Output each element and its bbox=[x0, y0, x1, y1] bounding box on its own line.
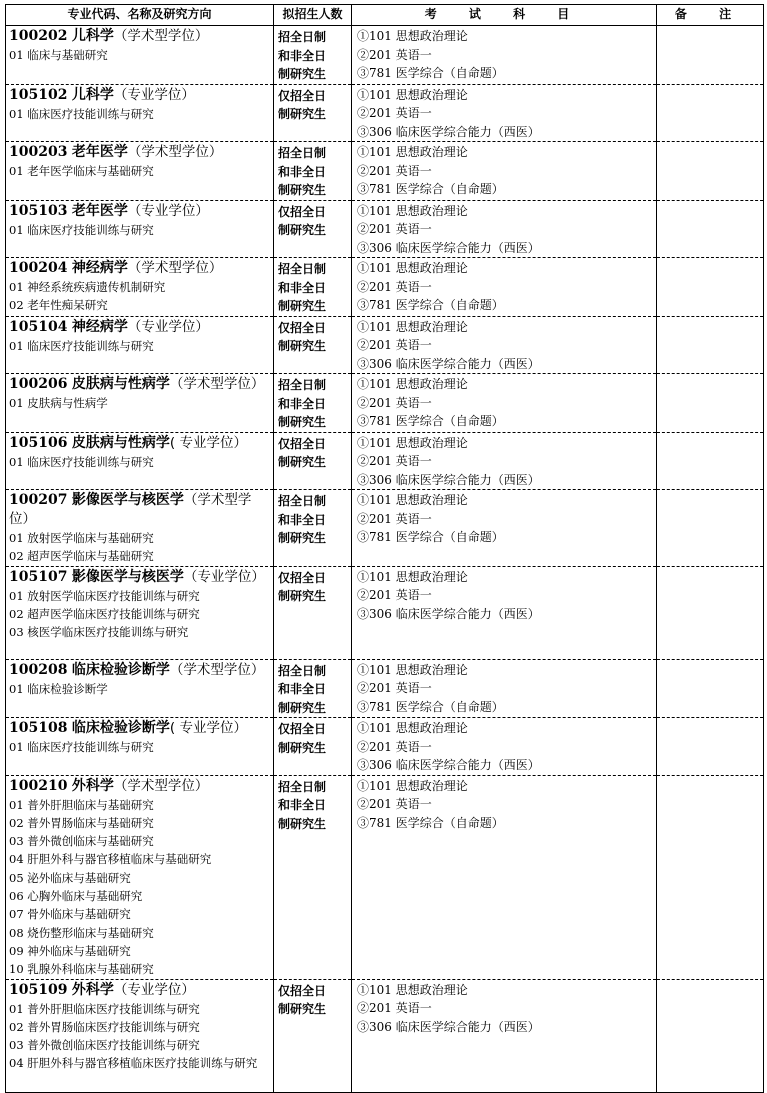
major-name: 老年医学 bbox=[71, 144, 128, 160]
exam-subject: ②201 英语一 bbox=[357, 1001, 432, 1016]
table-row bbox=[6, 142, 764, 201]
enrollment-mode bbox=[274, 567, 351, 606]
exam-subject: ③306 临床医学综合能力（西医） bbox=[357, 240, 540, 255]
table-row bbox=[6, 490, 764, 567]
research-direction: 02 超声医学临床医疗技能训练与研究 bbox=[9, 606, 200, 621]
exam-subject: ②201 英语一 bbox=[357, 106, 432, 120]
notes-cell bbox=[657, 258, 764, 317]
enrollment-line: 仅招全日 bbox=[278, 570, 327, 585]
research-direction: 10 乳腺外科临床与基础研究 bbox=[9, 962, 154, 977]
major-code: 100203 bbox=[9, 144, 68, 160]
exam-subject: ①101 思想政治理论 bbox=[357, 569, 468, 584]
degree-type: （学术型学位） bbox=[169, 661, 265, 678]
enrollment-line: 和非全日 bbox=[278, 512, 327, 527]
major-name: 老年医学 bbox=[71, 202, 128, 219]
degree-type: （专业学位） bbox=[113, 981, 195, 998]
exam-cell bbox=[352, 979, 657, 1092]
exam-subject: ③306 临床医学综合能力（西医） bbox=[357, 124, 540, 139]
research-direction: 01 临床医疗技能训练与研究 bbox=[9, 222, 154, 237]
exam-cell bbox=[352, 718, 657, 776]
exam-subject: ③781 医学综合（自命题） bbox=[357, 182, 504, 196]
major-title bbox=[6, 433, 273, 453]
degree-type: （学术型学位） bbox=[113, 28, 209, 44]
enrollment-line: 制研究生 bbox=[278, 415, 327, 429]
exam-subjects bbox=[352, 26, 656, 83]
major-cell bbox=[6, 374, 274, 433]
major-name: 影像医学与核医学 bbox=[71, 492, 184, 508]
enrollment-line: 仅招全日 bbox=[278, 722, 327, 737]
exam-subject: ②201 英语一 bbox=[357, 681, 432, 696]
research-direction: 04 肝胆外科与器官移植临床医疗技能训练与研究 bbox=[9, 1056, 258, 1071]
enrollment-mode bbox=[274, 433, 351, 472]
exam-subjects bbox=[352, 776, 656, 833]
degree-type: （学术型学位） bbox=[169, 376, 265, 392]
major-title bbox=[6, 660, 273, 680]
exam-subjects bbox=[352, 490, 656, 547]
exam-subject: ②201 英语一 bbox=[357, 395, 432, 410]
exam-subjects bbox=[352, 201, 656, 258]
exam-subject: ②201 英语一 bbox=[357, 739, 432, 754]
research-direction: 06 心胸外临床与基础研究 bbox=[9, 889, 143, 904]
exam-subjects bbox=[352, 142, 656, 199]
notes-cell bbox=[657, 490, 764, 567]
major-title bbox=[6, 490, 273, 529]
research-direction: 07 骨外临床与基础研究 bbox=[9, 907, 131, 922]
enrollment-line: 招全日制 bbox=[278, 494, 327, 508]
notes-cell bbox=[657, 659, 764, 718]
enrollment-line: 仅招全日 bbox=[278, 88, 327, 103]
major-name: 临床检验诊断学 bbox=[71, 720, 170, 737]
major-name: 神经病学 bbox=[71, 318, 128, 335]
exam-subject: ①101 思想政治理论 bbox=[357, 87, 468, 102]
exam-subject: ③306 临床医学综合能力（西医） bbox=[357, 356, 540, 371]
research-direction: 02 超声医学临床与基础研究 bbox=[9, 549, 154, 564]
enrollment-cell bbox=[274, 142, 352, 201]
major-code: 105103 bbox=[9, 202, 68, 219]
enrollment-cell bbox=[274, 718, 352, 776]
table-row bbox=[6, 26, 764, 85]
exam-subjects bbox=[352, 317, 656, 374]
major-code: 105107 bbox=[9, 568, 68, 585]
major-cell bbox=[6, 566, 274, 659]
exam-cell bbox=[352, 775, 657, 979]
table-row bbox=[6, 374, 764, 433]
major-name: 外科学 bbox=[71, 981, 114, 998]
admissions-table bbox=[5, 4, 764, 1093]
major-cell bbox=[6, 775, 274, 979]
major-cell bbox=[6, 718, 274, 776]
exam-subjects bbox=[352, 258, 656, 315]
exam-cell bbox=[352, 26, 657, 85]
exam-subject: ②201 英语一 bbox=[357, 588, 432, 603]
exam-subject: ①101 思想政治理论 bbox=[357, 145, 468, 159]
exam-cell bbox=[352, 142, 657, 201]
table-row bbox=[6, 432, 764, 490]
enrollment-line: 制研究生 bbox=[278, 700, 327, 715]
research-direction: 08 烧伤整形临床与基础研究 bbox=[9, 925, 154, 940]
exam-subject: ②201 英语一 bbox=[357, 797, 432, 812]
exam-subjects bbox=[352, 85, 656, 142]
table-row bbox=[6, 659, 764, 718]
enrollment-line: 招全日制 bbox=[278, 30, 327, 44]
enrollment-cell bbox=[274, 566, 352, 659]
exam-subject: ③781 医学综合（自命题） bbox=[357, 298, 504, 312]
exam-subject: ①101 思想政治理论 bbox=[357, 435, 468, 450]
research-direction: 03 普外微创临床与基础研究 bbox=[9, 834, 154, 849]
exam-subjects bbox=[352, 980, 656, 1037]
exam-cell bbox=[352, 374, 657, 433]
research-direction: 01 临床医疗技能训练与研究 bbox=[9, 106, 154, 121]
enrollment-line: 和非全日 bbox=[278, 48, 327, 63]
research-direction: 02 老年性痴呆研究 bbox=[9, 298, 108, 313]
enrollment-cell bbox=[274, 659, 352, 718]
major-cell bbox=[6, 84, 274, 142]
enrollment-line: 制研究生 bbox=[278, 299, 327, 313]
exam-subject: ③306 临床医学综合能力（西医） bbox=[357, 472, 540, 487]
degree-type: （学术型学位） bbox=[127, 144, 223, 160]
notes-cell bbox=[657, 26, 764, 85]
degree-type: （学术型学位） bbox=[127, 260, 223, 276]
exam-subject: ①101 思想政治理论 bbox=[357, 982, 468, 997]
degree-type: （专业学位） bbox=[183, 568, 265, 585]
enrollment-line: 制研究生 bbox=[278, 740, 327, 755]
major-cell bbox=[6, 200, 274, 258]
research-direction: 01 临床与基础研究 bbox=[9, 48, 108, 62]
major-title bbox=[6, 374, 273, 394]
exam-subjects bbox=[352, 433, 656, 490]
enrollment-mode bbox=[274, 980, 351, 1019]
enrollment-line: 招全日制 bbox=[278, 262, 327, 276]
header-major: 专业代码、名称及研究方向 bbox=[6, 5, 274, 26]
major-title bbox=[6, 258, 273, 278]
degree-type: （学术型学位） bbox=[9, 492, 252, 527]
header-notes: 备 注 bbox=[657, 5, 764, 26]
exam-cell bbox=[352, 566, 657, 659]
exam-cell bbox=[352, 200, 657, 258]
enrollment-line: 制研究生 bbox=[278, 67, 327, 81]
degree-type: ( 专业学位） bbox=[169, 434, 247, 451]
exam-subject: ③781 医学综合（自命题） bbox=[357, 530, 504, 544]
research-direction: 01 神经系统疾病遗传机制研究 bbox=[9, 280, 166, 294]
exam-subjects bbox=[352, 660, 656, 717]
exam-subject: ③306 临床医学综合能力（西医） bbox=[357, 1019, 540, 1034]
exam-subjects bbox=[352, 374, 656, 431]
research-direction: 05 泌外临床与基础研究 bbox=[9, 870, 131, 885]
exam-subjects bbox=[352, 718, 656, 775]
major-name: 儿科学 bbox=[71, 28, 114, 44]
enrollment-mode bbox=[274, 26, 351, 84]
exam-subject: ②201 英语一 bbox=[357, 47, 432, 62]
enrollment-line: 招全日制 bbox=[278, 779, 327, 794]
exam-subject: ②201 英语一 bbox=[357, 454, 432, 468]
major-cell bbox=[6, 659, 274, 718]
major-code: 100202 bbox=[9, 28, 68, 44]
enrollment-cell bbox=[274, 374, 352, 433]
enrollment-line: 和非全日 bbox=[278, 798, 327, 813]
research-direction: 01 放射医学临床与基础研究 bbox=[9, 531, 154, 545]
notes-cell bbox=[657, 84, 764, 142]
exam-subject: ①101 思想政治理论 bbox=[357, 261, 468, 275]
major-title bbox=[6, 142, 273, 162]
enrollment-cell bbox=[274, 200, 352, 258]
major-cell bbox=[6, 26, 274, 85]
research-direction: 04 肝胆外科与器官移植临床与基础研究 bbox=[9, 852, 212, 867]
research-direction: 03 核医学临床医疗技能训练与研究 bbox=[9, 625, 189, 640]
research-direction: 01 临床医疗技能训练与研究 bbox=[9, 740, 154, 755]
major-code: 105109 bbox=[9, 981, 68, 998]
exam-subject: ③306 临床医学综合能力（西医） bbox=[357, 606, 540, 621]
enrollment-line: 和非全日 bbox=[278, 280, 327, 295]
exam-cell bbox=[352, 316, 657, 374]
notes-cell bbox=[657, 200, 764, 258]
exam-subject: ①101 思想政治理论 bbox=[357, 203, 468, 218]
research-direction: 01 临床医疗技能训练与研究 bbox=[9, 454, 154, 469]
enrollment-mode bbox=[274, 201, 351, 240]
exam-subject: ①101 思想政治理论 bbox=[357, 319, 468, 334]
research-direction: 01 普外肝胆临床医疗技能训练与研究 bbox=[9, 1001, 200, 1016]
enrollment-line: 招全日制 bbox=[278, 378, 327, 392]
notes-cell bbox=[657, 979, 764, 1092]
major-title bbox=[6, 776, 273, 796]
exam-subject: ③781 医学综合（自命题） bbox=[357, 815, 504, 830]
exam-subject: ②201 英语一 bbox=[357, 222, 432, 236]
enrollment-cell bbox=[274, 316, 352, 374]
table-row bbox=[6, 775, 764, 979]
major-code: 100207 bbox=[9, 492, 68, 508]
exam-subject: ①101 思想政治理论 bbox=[357, 29, 468, 43]
major-cell bbox=[6, 979, 274, 1092]
exam-subject: ①101 思想政治理论 bbox=[357, 377, 468, 391]
major-title bbox=[6, 567, 273, 587]
table-row bbox=[6, 316, 764, 374]
major-code: 105106 bbox=[9, 434, 68, 451]
enrollment-line: 仅招全日 bbox=[278, 983, 327, 998]
enrollment-mode bbox=[274, 85, 351, 124]
major-title bbox=[6, 980, 273, 1000]
enrollment-cell bbox=[274, 258, 352, 317]
exam-cell bbox=[352, 84, 657, 142]
major-cell bbox=[6, 142, 274, 201]
notes-cell bbox=[657, 718, 764, 776]
enrollment-line: 招全日制 bbox=[278, 663, 327, 678]
table-row bbox=[6, 258, 764, 317]
enrollment-cell bbox=[274, 84, 352, 142]
enrollment-line: 制研究生 bbox=[278, 589, 327, 604]
exam-subject: ③306 临床医学综合能力（西医） bbox=[357, 758, 540, 773]
enrollment-line: 和非全日 bbox=[278, 396, 327, 411]
enrollment-mode bbox=[274, 374, 351, 432]
table-header-row bbox=[6, 5, 764, 26]
major-cell bbox=[6, 432, 274, 490]
exam-subject: ①101 思想政治理论 bbox=[357, 493, 468, 507]
major-code: 105102 bbox=[9, 86, 68, 103]
degree-type: ( 专业学位） bbox=[169, 720, 247, 737]
degree-type: （学术型学位） bbox=[113, 777, 209, 794]
enrollment-line: 和非全日 bbox=[278, 682, 327, 697]
research-direction: 01 皮肤病与性病学 bbox=[9, 396, 108, 410]
header-exams: 考 试 科 目 bbox=[352, 5, 657, 26]
table-row bbox=[6, 200, 764, 258]
major-code: 100210 bbox=[9, 777, 68, 794]
enrollment-mode bbox=[274, 718, 351, 757]
exam-subject: ②201 英语一 bbox=[357, 163, 432, 178]
exam-cell bbox=[352, 659, 657, 718]
exam-subject: ①101 思想政治理论 bbox=[357, 662, 468, 677]
major-title bbox=[6, 718, 273, 738]
exam-subjects bbox=[352, 567, 656, 624]
enrollment-mode bbox=[274, 258, 351, 316]
notes-cell bbox=[657, 374, 764, 433]
research-direction: 01 放射医学临床医疗技能训练与研究 bbox=[9, 588, 200, 603]
notes-cell bbox=[657, 316, 764, 374]
major-name: 神经病学 bbox=[71, 260, 128, 276]
major-code: 105104 bbox=[9, 318, 68, 335]
exam-cell bbox=[352, 490, 657, 567]
enrollment-line: 制研究生 bbox=[278, 107, 327, 121]
major-code: 100208 bbox=[9, 661, 68, 678]
exam-subject: ②201 英语一 bbox=[357, 338, 432, 352]
enrollment-cell bbox=[274, 26, 352, 85]
enrollment-line: 仅招全日 bbox=[278, 320, 327, 335]
major-title bbox=[6, 317, 273, 337]
exam-subject: ③781 医学综合（自命题） bbox=[357, 66, 504, 80]
exam-subject: ①101 思想政治理论 bbox=[357, 721, 468, 736]
major-name: 临床检验诊断学 bbox=[71, 661, 170, 678]
notes-cell bbox=[657, 775, 764, 979]
major-cell bbox=[6, 490, 274, 567]
enrollment-line: 仅招全日 bbox=[278, 436, 327, 451]
enrollment-cell bbox=[274, 979, 352, 1092]
table-row bbox=[6, 979, 764, 1092]
research-direction: 03 普外微创临床医疗技能训练与研究 bbox=[9, 1038, 200, 1053]
degree-type: （专业学位） bbox=[127, 202, 209, 219]
enrollment-line: 制研究生 bbox=[278, 455, 327, 469]
enrollment-mode bbox=[274, 142, 351, 200]
table-row bbox=[6, 84, 764, 142]
research-direction: 01 老年医学临床与基础研究 bbox=[9, 164, 154, 178]
major-name: 外科学 bbox=[71, 777, 114, 794]
enrollment-cell bbox=[274, 432, 352, 490]
notes-cell bbox=[657, 432, 764, 490]
enrollment-line: 制研究生 bbox=[278, 183, 327, 197]
exam-subject: ②201 英语一 bbox=[357, 511, 432, 526]
enrollment-line: 制研究生 bbox=[278, 531, 327, 545]
enrollment-cell bbox=[274, 490, 352, 567]
enrollment-line: 和非全日 bbox=[278, 164, 327, 179]
major-code: 105108 bbox=[9, 720, 68, 737]
enrollment-line: 制研究生 bbox=[278, 339, 327, 353]
major-cell bbox=[6, 316, 274, 374]
major-name: 皮肤病与性病学 bbox=[71, 434, 170, 451]
enrollment-mode bbox=[274, 317, 351, 356]
enrollment-mode bbox=[274, 490, 351, 548]
research-direction: 01 临床医疗技能训练与研究 bbox=[9, 338, 154, 353]
research-direction: 01 临床检验诊断学 bbox=[9, 681, 108, 696]
exam-cell bbox=[352, 432, 657, 490]
notes-cell bbox=[657, 566, 764, 659]
exam-subject: ①101 思想政治理论 bbox=[357, 778, 468, 793]
major-name: 影像医学与核医学 bbox=[71, 568, 184, 585]
enrollment-mode bbox=[274, 776, 351, 834]
enrollment-line: 制研究生 bbox=[278, 1002, 327, 1017]
degree-type: （专业学位） bbox=[113, 86, 195, 103]
enrollment-line: 制研究生 bbox=[278, 816, 327, 831]
degree-type: （专业学位） bbox=[127, 318, 209, 335]
major-title bbox=[6, 201, 273, 221]
research-direction: 09 神外临床与基础研究 bbox=[9, 943, 131, 958]
enrollment-line: 制研究生 bbox=[278, 223, 327, 237]
major-cell bbox=[6, 258, 274, 317]
header-enrollment: 拟招生人数 bbox=[274, 5, 352, 26]
major-code: 100204 bbox=[9, 260, 68, 276]
major-name: 皮肤病与性病学 bbox=[71, 376, 170, 392]
research-direction: 01 普外肝胆临床与基础研究 bbox=[9, 797, 154, 812]
enrollment-mode bbox=[274, 660, 351, 718]
notes-cell bbox=[657, 142, 764, 201]
enrollment-cell bbox=[274, 775, 352, 979]
major-title bbox=[6, 85, 273, 105]
enrollment-line: 仅招全日 bbox=[278, 204, 327, 219]
research-direction: 02 普外胃肠临床与基础研究 bbox=[9, 815, 154, 830]
major-name: 儿科学 bbox=[71, 86, 114, 103]
major-code: 100206 bbox=[9, 376, 68, 392]
enrollment-line: 招全日制 bbox=[278, 146, 327, 160]
exam-subject: ②201 英语一 bbox=[357, 279, 432, 294]
major-title bbox=[6, 26, 273, 46]
table-row bbox=[6, 718, 764, 776]
research-direction: 02 普外胃肠临床医疗技能训练与研究 bbox=[9, 1019, 200, 1034]
exam-subject: ③781 医学综合（自命题） bbox=[357, 699, 504, 714]
table-row bbox=[6, 566, 764, 659]
exam-subject: ③781 医学综合（自命题） bbox=[357, 414, 504, 428]
exam-cell bbox=[352, 258, 657, 317]
